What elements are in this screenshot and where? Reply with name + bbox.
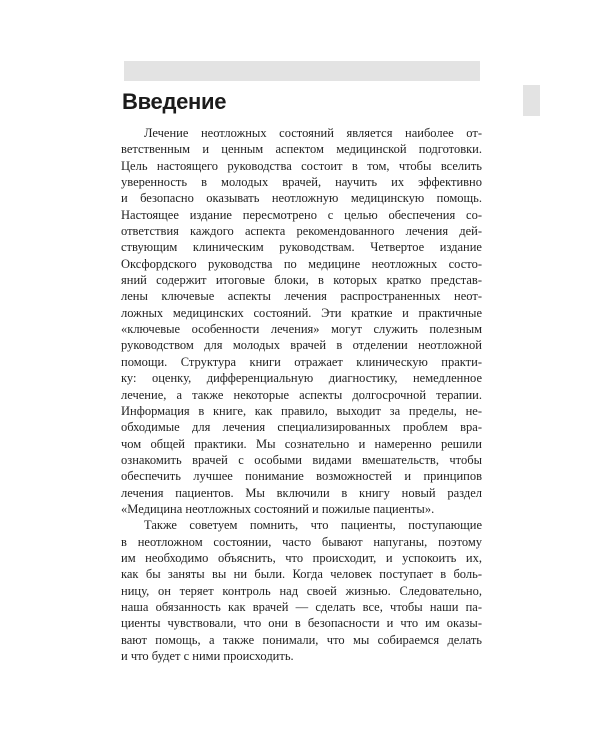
- text-line: ознакомить врачей с особыми видами вмешательств, чтобы: [121, 452, 482, 467]
- text-line: ствующим клиническим руководствам. Четвертое издание: [121, 240, 482, 255]
- page-title: Введение: [122, 89, 227, 114]
- text-line: ответствия каждого аспекта рекомендованного лечения дей-: [121, 224, 482, 239]
- text-line: ложных медицинских состояний. Эти краткие и практичные: [121, 305, 482, 320]
- chapter-thumb-tab: [523, 85, 540, 116]
- text-line: циенты чувствовали, что они в безопасности и что им оказы-: [121, 616, 482, 631]
- text-line: Также советуем помнить, что пациенты, поступающие: [144, 518, 482, 533]
- text-line: наша обязанность как врачей — сделать все, чтобы наши па-: [121, 599, 482, 614]
- text-line: им необходимо объяснить, что происходит, и успокоить их,: [121, 550, 482, 565]
- text-line: ветственным и ценным аспектом медицинской подготовки.: [121, 142, 482, 157]
- text-line: яний содержит итоговые блоки, в которых кратко представ-: [121, 273, 482, 288]
- text-line: ку: оценку, дифференциальную диагностику, немедленное: [121, 371, 482, 386]
- text-line: обходимые для лечения специализированных проблем вра-: [121, 420, 482, 435]
- text-line: вают помощь, а также понимали, что мы собираемся делать: [121, 632, 482, 647]
- text-line: Оксфордского руководства по медицине неотложных состо-: [121, 256, 482, 271]
- text-line: Настоящее издание пересмотрено с целью обеспечения со-: [121, 207, 482, 222]
- text-line: «ключевые особенности лечения» могут служить полезным: [121, 322, 482, 337]
- text-line: руководством для молодых врачей в отделении неотложной: [121, 338, 482, 353]
- text-line: Цель настоящего руководства состоит в том, чтобы вселить: [121, 158, 482, 173]
- text-line: обеспечить лучшее понимание возможностей и принципов: [121, 469, 482, 484]
- text-line: лечения пациентов. Мы включили в книгу новый раздел: [121, 485, 482, 500]
- text-line: чом общей практики. Мы сознательно и намеренно решили: [121, 436, 482, 451]
- text-line: Лечение неотложных состояний является наиболее от-: [144, 126, 482, 140]
- text-line: Информация в книге, как правило, выходит за пределы, не-: [121, 403, 482, 418]
- text-line: и что будет с ними происходить.: [121, 649, 294, 663]
- text-line: как бы заняты вы ни были. Когда человек поступает в боль-: [121, 567, 482, 582]
- text-line: и безопасно оказывать неотложную медицинскую помощь.: [121, 191, 482, 206]
- text-line: уверенность в молодых врачей, научить их эффективно: [121, 175, 482, 190]
- text-line: лечение, а также некоторые аспекты долгосрочной терапии.: [121, 387, 482, 402]
- text-line: в неотложном состоянии, часто бывают напуганы, поэтому: [121, 534, 482, 549]
- paragraph-1: [121, 125, 482, 517]
- text-line: лены ключевые аспекты лечения распространенных неот-: [121, 289, 482, 304]
- paragraph-2: [121, 517, 482, 664]
- header-bar: [124, 61, 480, 81]
- text-line: ницу, он теряет контроль над своей жизнью. Следовательно,: [121, 583, 482, 598]
- body-text: [121, 125, 482, 664]
- text-line: помощи. Структура книги отражает клиническую практи-: [121, 354, 482, 369]
- text-line: «Медицина неотложных состояний и пожилые пациенты».: [121, 501, 435, 516]
